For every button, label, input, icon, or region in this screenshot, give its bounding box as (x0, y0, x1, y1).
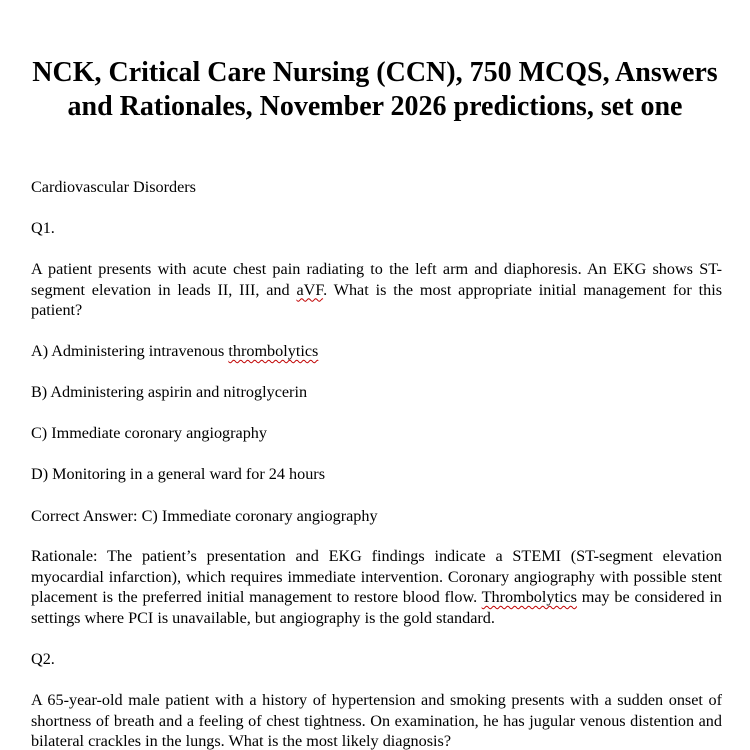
question-2-stem: A 65-year-old male patient with a history of hypertension and smoking presents with a sudden onset of shortness of breath and a feeling of chest tightness. On examination, he has jugular venous distention and bilateral crackles in the lungs. What is the most likely diagnosis? (31, 691, 722, 750)
option-a-text: A) Administering intravenous (31, 342, 229, 360)
document-title: NCK, Critical Care Nursing (CCN), 750 MCQS, Answers and Rationales, November 2026 predictions, set one (32, 57, 718, 122)
question-1-option-b: B) Administering aspirin and nitroglycerin (31, 383, 308, 401)
spellcheck-flagged-word: aVF (296, 280, 324, 299)
section-heading: Cardiovascular Disorders (31, 178, 196, 196)
question-1-label: Q1. (31, 219, 55, 237)
rationale-text: Rationale: The patient’s presentation and EKG findings indicate a STEMI (ST-segment elevation myocardial infarction), which requires immediate intervention. Coronary angiography with possible stent placement is the preferred initial management to restore blood flow. (31, 547, 722, 607)
spellcheck-flagged-word: thrombolytics (228, 342, 319, 360)
question-1-stem-text: A patient presents with acute chest pain radiating to the left arm and diaphoresis. An EKG shows ST-segment elevation in leads II, III, and (31, 260, 722, 299)
question-1-option-a (31, 341, 722, 362)
question-2-label: Q2. (31, 650, 55, 668)
question-1-stem (31, 259, 722, 321)
question-1-option-d: D) Monitoring in a general ward for 24 hours (31, 465, 325, 483)
spellcheck-flagged-word: Thrombolytics (481, 588, 577, 607)
rationale-text-end: may be considered in settings where PCI is unavailable, but angiography is the gold standard. (31, 588, 723, 627)
question-1-stem-text-end: . What is the most appropriate initial management for this patient? (31, 280, 722, 320)
question-1-option-c: C) Immediate coronary angiography (31, 424, 267, 442)
question-1-rationale (31, 546, 722, 628)
question-1-correct-answer: Correct Answer: C) Immediate coronary angiography (31, 507, 378, 525)
